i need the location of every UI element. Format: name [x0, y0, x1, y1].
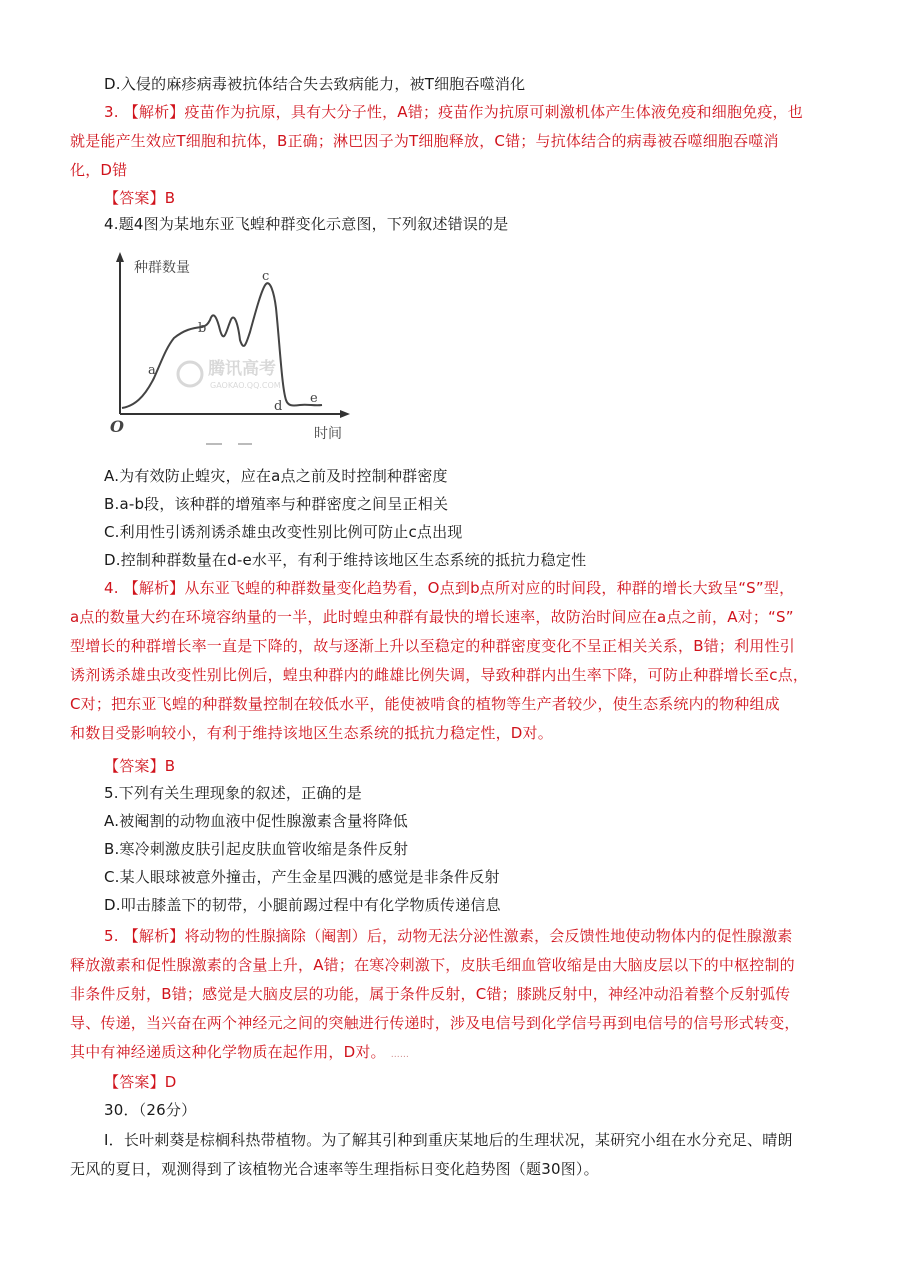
q4-stem: 4.题4图为某地东亚飞蝗种群变化示意图，下列叙述错误的是 [104, 215, 509, 233]
q3-analysis-line: 就是能产生效应T细胞和抗体，B正确；淋巴因子为T细胞释放，C错；与抗体结合的病毒被吞噬细胞吞噬消 [70, 132, 779, 150]
q2-option-d: D.入侵的麻疹病毒被抗体结合失去致病能力，被T细胞吞噬消化 [104, 75, 526, 93]
q4-answer: 【答案】B [104, 757, 176, 775]
point-c-label: c [262, 269, 270, 284]
q4-analysis-line: a点的数量大约在环境容纳量的一半，此时蝗虫种群有最快的增长速率，故防治时间应在a点之前，A对；“S” [70, 608, 794, 626]
x-axis-label: 时间 [314, 426, 342, 442]
svg-text:GAOKAO.QQ.COM: GAOKAO.QQ.COM [210, 381, 281, 390]
q3-answer: 【答案】B [104, 189, 176, 207]
q5-option-a: A.被阉割的动物血液中促性腺激素含量将降低 [104, 812, 408, 830]
q5-analysis-line: 5. 【解析】将动物的性腺摘除（阉割）后，动物无法分泌性激素，会反馈性地使动物体内的促性腺激素 [104, 927, 793, 945]
q4-analysis-line: 和数目受影响较小，有利于维持该地区生态系统的抵抗力稳定性，D对。 [70, 724, 553, 742]
q5-analysis [104, 922, 792, 951]
q3-analysis-line: 化，D错 [70, 161, 128, 179]
q30-part1-line: 无风的夏日，观测得到了该植物光合速率等生理指标日变化趋势图（题30图）。 [70, 1160, 599, 1178]
q5-option-d: D.叩击膝盖下的韧带，小腿前踢过程中有化学物质传递信息 [104, 896, 501, 914]
q4-option-b: B.a-b段，该种群的增殖率与种群密度之间呈正相关 [104, 495, 449, 513]
watermark-icon [178, 362, 202, 386]
q5-answer: 【答案】D [104, 1073, 177, 1091]
q5-analysis-line: 释放激素和促性腺激素的含量上升，A错；在寒冷刺激下，皮肤毛细血管收缩是由大脑皮层以下的中枢控制的 [70, 956, 795, 974]
q5-analysis-line: 导、传递，当兴奋在两个神经元之间的突触进行传递时，涉及电信号到化学信号再到电信号的信号形式转变， [70, 1014, 800, 1032]
q4-analysis-cont [70, 603, 808, 748]
q4-analysis [104, 574, 794, 603]
q3-analysis-cont [70, 127, 779, 185]
q3-analysis-line: 3. 【解析】疫苗作为抗原，具有大分子性，A错；疫苗作为抗原可刺激机体产生体液免疫和细胞免疫，也 [104, 103, 803, 121]
q5-analysis-cont [70, 951, 800, 1070]
origin-label: O [110, 417, 124, 436]
q4-analysis-line: 诱剂诱杀雄虫改变性别比例后，蝗虫种群内的雌雄比例失调，导致种群内出生率下降，可防止种群增长至c点， [70, 666, 809, 684]
point-b-label: b [198, 321, 207, 336]
q3-analysis [104, 98, 803, 127]
q4-population-figure [110, 248, 364, 448]
q5-analysis-line: 非条件反射，B错；感觉是大脑皮层的功能，属于条件反射，C错；膝跳反射中，神经冲动沿着整个反射弧传 [70, 985, 791, 1003]
q4-analysis-line: 型增长的种群增长率一直是下降的，故与逐渐上升以至稳定的种群密度变化不呈正相关关系，B错；利用性引 [70, 637, 795, 655]
population-curve-diagram [110, 248, 364, 448]
q4-option-a: A.为有效防止蝗灾，应在a点之前及时控制种群密度 [104, 467, 448, 485]
q5-option-b: B.寒冷刺激皮肤引起皮肤血管收缩是条件反射 [104, 840, 409, 858]
q30-part1-line: I．长叶刺葵是棕榈科热带植物。为了解其引种到重庆某地后的生理状况，某研究小组在水分充足、晴朗 [104, 1131, 793, 1149]
watermark-logo [178, 358, 281, 390]
y-axis-arrow [116, 252, 124, 262]
q4-analysis-line: 4. 【解析】从东亚飞蝗的种群数量变化趋势看，O点到b点所对应的时间段，种群的增长大致呈“S”型， [104, 579, 795, 597]
svg-text:腾讯高考: 腾讯高考 [208, 359, 276, 379]
q4-analysis-line: C对；把东亚飞蝗的种群数量控制在较低水平，能使被啃食的植物等生产者较少，使生态系统内的物种组成 [70, 695, 780, 713]
point-d-label: d [274, 399, 283, 414]
x-axis-arrow [340, 410, 350, 418]
q5-analysis-tail: …… [390, 1050, 410, 1060]
q4-option-c: C.利用性引诱剂诱杀雄虫改变性别比例可防止c点出现 [104, 523, 463, 541]
q5-analysis-line: 其中有神经递质这种化学物质在起作用，D对。 …… [70, 1043, 410, 1061]
q4-option-d: D.控制种群数量在d-e水平，有利于维持该地区生态系统的抵抗力稳定性 [104, 551, 587, 569]
point-e-label: e [310, 391, 318, 406]
q5-option-c: C.某人眼球被意外撞击，产生金星四溅的感觉是非条件反射 [104, 868, 500, 886]
q30-heading: 30．（26分） [104, 1101, 197, 1119]
y-axis-label: 种群数量 [134, 260, 190, 276]
q5-stem: 5.下列有关生理现象的叙述，正确的是 [104, 784, 362, 802]
point-a-label: a [148, 363, 156, 378]
